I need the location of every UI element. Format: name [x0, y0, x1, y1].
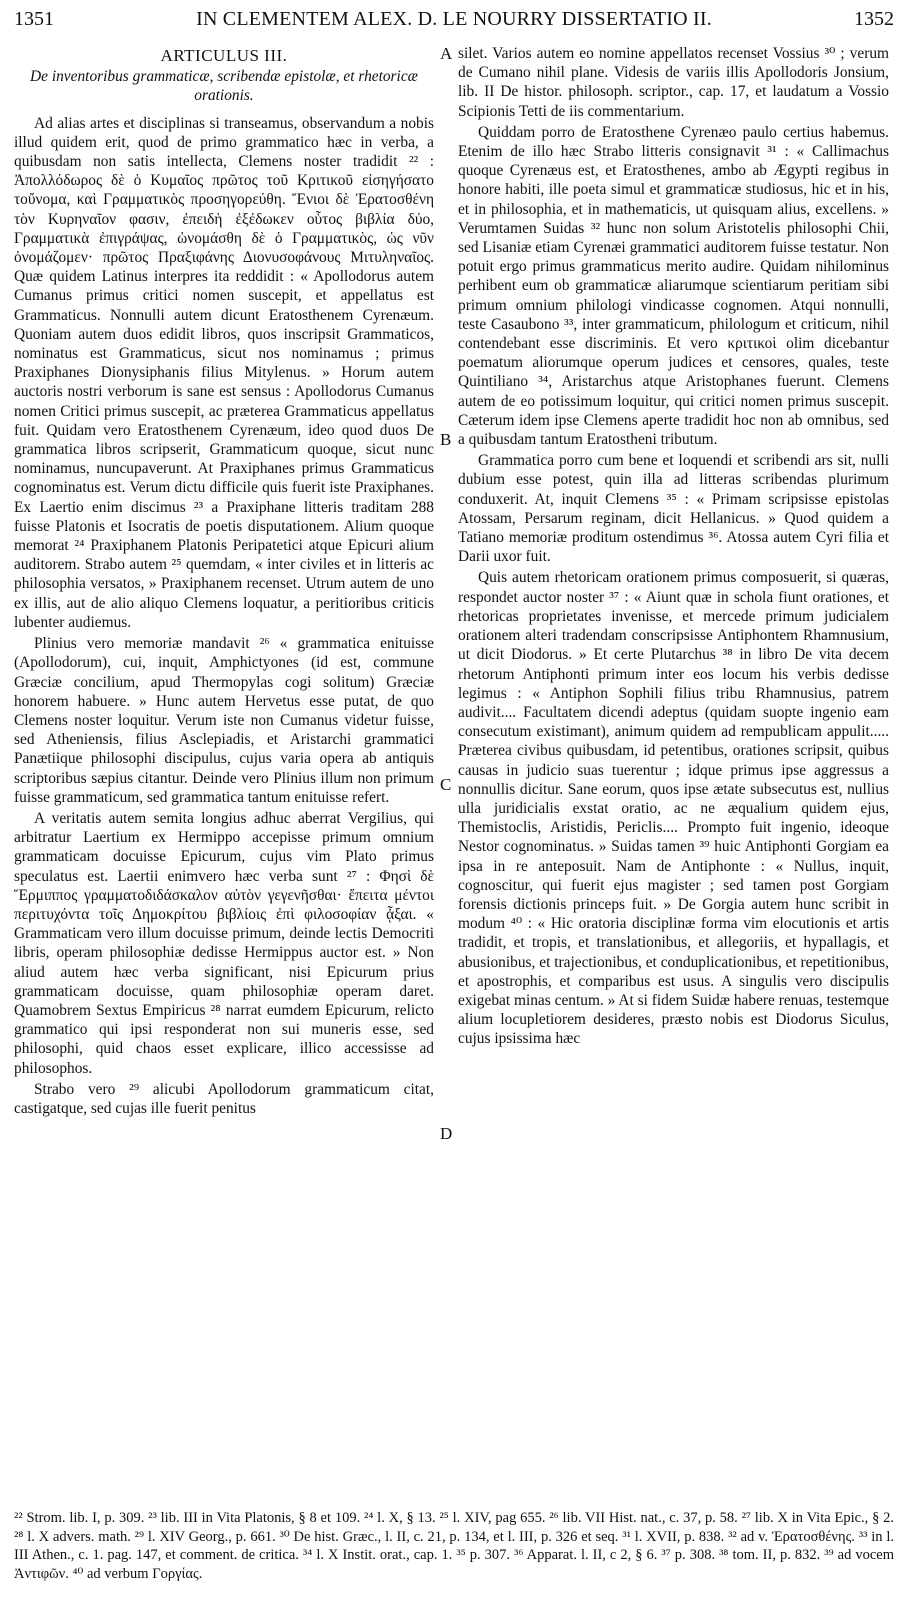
margin-letter-a: A	[440, 44, 453, 63]
footnotes: ²² Strom. lib. I, p. 309. ²³ lib. III in Vita Platonis, § 8 et 109. ²⁴ l. X, § 13. ²⁵ l. XIV, pag 655. ²⁶ lib. VII Hist. nat., c. 37, p. 58. ²⁷ lib. X in Vita Epic., § 2. ²⁸ l. X advers. math. ²⁹ l. XIV Georg., p. 661. ³⁰ De hist. Græc., l. II, c. 21, p. 134, et l. III, p. 326 et seq. ³¹ l. XVII, p. 838. ³² ad v. Ἐρατοσθένης. ³³ in l. III Athen., c. 1. pag. 147, et comment. de critica. ³⁴ l. X Instit. orat., cap. 1. ³⁵ p. 307. ³⁶ Apparat. l. II, c 2, § 6. ³⁷ p. 308. ³⁸ tom. II, p. 832. ³⁹ ad vocem Ἀντιφῶν. ⁴⁰ ad verbum Γοργίας.	[14, 1510, 894, 1582]
article-subtitle: De inventoribus grammaticæ, scribendæ epistolæ, et rhetoricæ orationis.	[30, 68, 418, 105]
paragraph: Plinius vero memoriæ mandavit ²⁶ « grammatica enituisse (Apollodorum), cui, inquit, Amphictyones (id est, commune Græciæ concilium, apud Thermopylas cogi solitum) Græciæ honorem habuere. » Hunc autem Hervetus esse putat, de quo Clemens noster loquitur. Verum iste non Cumanus videtur fuisse, sed Atheniensis, filius Asclepiadis, et Aristarchi grammatici Panætiique philosophi discipulus, cujus varia opera ab antiquis scriptoribus sæpius citantur. Deinde vero Plinius illum non primum fuisse grammaticum, sed grammatica tantum enituisse refert.	[14, 635, 434, 806]
page-number-right: 1352	[854, 8, 894, 30]
running-header	[14, 8, 894, 32]
margin-letter-d: D	[440, 1124, 453, 1143]
margin-letter-b: B	[440, 430, 452, 449]
paragraph: Ad alias artes et disciplinas si transeamus, observandum a nobis illud quidem erit, quod de primo grammatico hæc in verba, a quibusdam non satis intellecta, Clemens noster tradidit ²² : Ἀπολλόδωρος δὲ ὁ Κυμαῖος πρῶτος τοῦ Κριτικοῦ εἰσηγήσατο τοὔνομα, καὶ Γραμματικὸς προσηγορεύθη. Ἔνιοι δὲ Ἐρατοσθένη τὸν Κυρηναῖον φασιν, ἐπειδὴ ἐξέδωκεν οὗτος βιβλία δύο, Γραμματικὰ ἐπιγράψας, ὠνομάσθη δὲ ὁ Γραμματικὸς, ὡς νῦν ὀνομάζομεν· πρῶτος Πραξιφάνης Διονυσοφάνους Μιτυληναῖος. Quæ quidem Latinus interpres ita reddidit : « Apollodorus autem Cumanus primus critici nomen suscepit, et appellatus est Grammaticus. Nonnulli autem dicunt Eratosthenem Cyrenæum. Quoniam autem duos edidit libros, quos inscripsit Grammaticos, nominatus est Grammaticus, sicut nos nominamus ; primus Praxiphanes Dionysiphanis filius Mitylenus. » Horum autem auctoris nostri verborum is sane est sensus : Apollodorus Cumanus nomen Critici primus suscepit, ac præterea Grammaticus appellatus fuit. Quidam vero Eratosthenem Cyrenæum, ideo quod duos De grammatica libros scripserit, Grammaticum quoque, sicut nunc nominamus, nuncupaverunt. At Praxiphanes primus Grammaticus cognominatus est. Verum dictu difficile quis fuerit iste Praxiphanes. Ex Laertio enim discimus ²³ a Praxiphane litteris traditam 288 fuisse Platonis et Isocratis de poetis disputationem. Alium quoque memorat ²⁴ Praxiphanem Platonis Peripatetici atque Epicuri alium auditorem. Strabo autem ²⁵ quemdam, « inter civiles et in litteris ac philosophia versatos, » Praxiphanem recenset. Utrum autem de uno ex illis, aut de alio aliquo Clemens loquatur, a peritioribus criticis lubenter audiemus.	[14, 114, 434, 631]
paragraph: silet. Varios autem eo nomine appellatos recenset Vossius ³⁰ ; verum de Cumano nihil plane. Videsis de variis illis Apollodoris Jonsium, lib. II De histor. philosoph. scriptor., cap. 17, et laudatum a Vossio Scipionis Tetti de iis commentarium.	[458, 45, 889, 120]
paragraph: Grammatica porro cum bene et loquendi et scribendi ars sit, nulli dubium esse potest, quin illa ad litteras scribendas plurimum conduxerit. At, inquit Clemens ³⁵ : « Primam scripsisse epistolas Atossam, Persarum reginam, dicit Hellanicus. » Quod quidem a Tatiano memoriæ proditum ostendimus ³⁶. Atossa autem Cyri filia et Darii uxor fuit.	[458, 452, 889, 566]
running-title: IN CLEMENTEM ALEX. D. LE NOURRY DISSERTATIO II.	[196, 8, 712, 30]
margin-letter-c: C	[440, 775, 452, 794]
page-number-left: 1351	[14, 8, 54, 30]
paragraph: Quiddam porro de Eratosthene Cyrenæo paulo certius habemus. Etenim de illo hæc Strabo litteris consignavit ³¹ : « Callimachus quoque Cyrenæus est, et Eratosthenes, ambo ab Ægypti regibus in honore habiti, ille poeta simul et grammaticæ studiosus, hic et in his, et in philosophia, et in mathematicis, ut quisquam alius, excellens. » Verumtamen Suidas ³² hunc non solum Aristotelis philosophi Chii, sed Lisaniæ etiam Cyrenæi grammatici auditorem fuisse testatur. Non potuit ergo primus grammaticus merito audire. Quidam nihilominus perhibent eum ob grammaticæ aliarumque scientiarum peritiam sibi primum omnium philologi vindicasse cognomen. Atqui nonnulli, teste Casaubono ³³, inter grammaticum, philologum et criticum, nihil contendebant esse discriminis. Et vero κριτικοὶ olim dicebantur poematum aliorumque operum judices et censores, quales, teste Quintiliano ³⁴, Aristarchus atque Aristophanes fuerunt. Clemens autem de eo potissimum loquitur, qui critici nomen primus suscepit. Cæterum idem ipse Clemens aperte tradidit hoc non ab omnibus, sed a quibusdam tantum Eratostheni tributum.	[458, 123, 889, 449]
right-column	[458, 44, 889, 1049]
paragraph: Quis autem rhetoricam orationem primus composuerit, si quæras, respondet auctor noster ³⁷ : « Aiunt quæ in schola fiunt orationes, et rhetoricas proprietates invenisse, et mercede primum judicialem orationem alteri tradendam conscripsisse Antiphontem Rhamnusium, ut dicit Diodorus. » Et certe Plutarchus ³⁸ in libro De vita decem rhetorum Antiphonti primum inter eos locum his verbis dedisse legimus : « Antiphon Sophili filius tribu Rhamnusius, patrem audivit.... Facultatem dicendi adeptus (quidam suopte ingenio eam consecutum existimant), animum quidem ad rempublicam appulit..... Præterea civibus quibusdam, id petentibus, orationes scripsit, quibus causas in judicio suas tuerentur ; idque primus ipse aggressus a nonnullis dicitur. Sane eorum, quos ipse ætate subsecutus est, nullius ulla juridicialis exstat oratio, ac ne æqualium quidem ejus, Themistoclis, Aristidis, Periclis.... Prompto fuit ingenio, ideoque Nestor cognominatus. » Suidas tamen ³⁹ huic Antiphonti Gorgiam ea ipsa in re anteposuit. Nam de Antiphonte : « Nullus, inquit, cognoscitur, qui fuerit ejus magister ; sed tamen post Gorgiam forensis dictionis princeps fuit. » De Gorgia autem hunc scribit in modum ⁴⁰ : « Hic oratoria disciplinæ forma vim elocutionis et artis tradidit, et tropis, et translationibus, et allegoriis, et hypallagis, et abusionibus, et trajectionibus, et conduplicationibus, et repetitionibus, et apostrophis, et comparibus est usus. A singulis vero discipulis exigebat minas centum. » At si fidem Suidæ habere renuas, testemque alium locupletiorem desideres, præsto nobis est Diodorus Siculus, cujus ipsissima hæc	[458, 569, 889, 1048]
paragraph: Strabo vero ²⁹ alicubi Apollodorum grammaticum citat, castigatque, sed cujas ille fuerit penitus	[14, 1080, 434, 1117]
paragraph: A veritatis autem semita longius adhuc aberrat Vergilius, qui arbitratur Laertium ex Hermippo accepisse primum omnium grammaticam docuisse Epicurum, cujus vim Plato primus speculatus est. Laertii enimvero hæc verba sunt ²⁷ : Φησὶ δὲ Ἕρμιππος γραμματοδιδάσκαλον αὐτὸν γεγενῆσθαι· ἔπειτα μέντοι περιτυχόντα τοῖς Δημοκρίτου βιβλίοις ἐπὶ φιλοσοφίαν ᾆξαι. « Grammaticam vero illum docuisse primum, deinde lectis Democriti libris, operam philosophiæ dedisse Hermippus auctor est. » Non aliud autem hæc verba significant, nisi Epicurum prius grammaticam docuisse, quam philosophiæ operam daret. Quamobrem Sextus Empiricus ²⁸ narrat eumdem Epicurum, relicto grammatico qui ipsi responderat non sui muneris esse, sed philosophi, quid chaos esset explicare, illico accessisse ad philosophos.	[14, 809, 434, 1077]
article-heading: ARTICULUS III.	[160, 46, 288, 65]
left-column	[14, 44, 434, 1118]
